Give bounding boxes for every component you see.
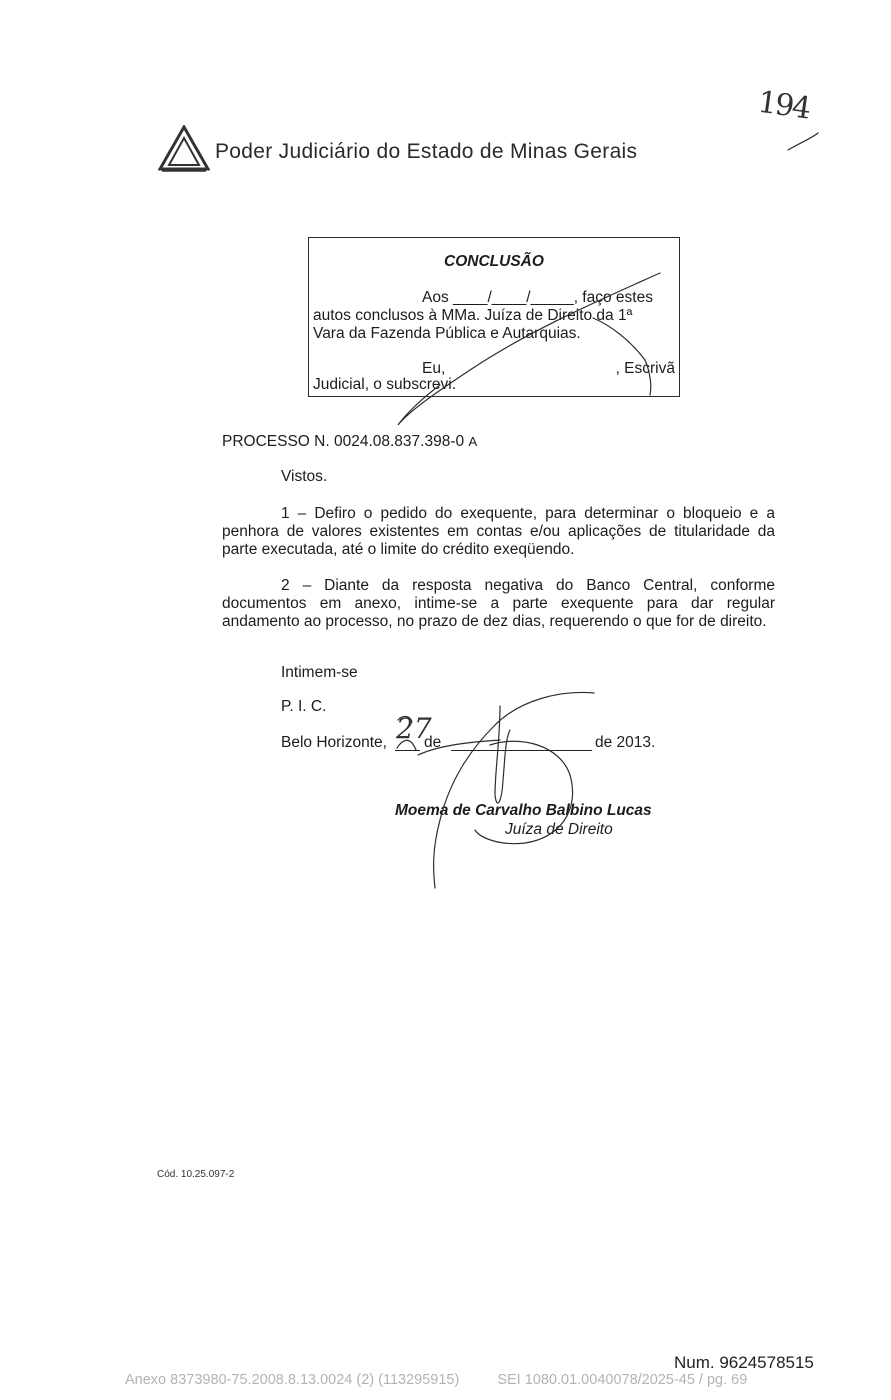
conclusao-line-4-left: Eu,: [422, 360, 446, 377]
footer-stamp: [125, 1372, 781, 1388]
processo-number: [222, 433, 477, 451]
intimem-text: Intimem-se: [281, 664, 358, 681]
date-prefix: Belo Horizonte,: [281, 734, 387, 751]
judge-name: Moema de Carvalho Balbino Lucas: [395, 802, 652, 819]
form-code: Cód. 10.25.097-2: [157, 1169, 235, 1180]
header-title: Poder Judiciário do Estado de Minas Gerais: [215, 140, 638, 163]
processo-suffix: A: [468, 434, 478, 449]
judge-signature: [418, 692, 594, 888]
footer-anexo: Anexo 8373980-75.2008.8.13.0024 (2) (113295915): [125, 1372, 460, 1388]
footer-sei: SEI 1080.01.0040078/2025-45 / pg. 69: [497, 1372, 748, 1388]
conclusao-box: [308, 237, 680, 397]
conclusao-line-5: Judicial, o subscrevi.: [313, 376, 457, 393]
date-suffix: de 2013.: [595, 734, 656, 751]
item-2-paragraph: 2 – Diante da resposta negativa do Banco Central, conforme documentos em anexo, intime-se a parte exequente para dar regular andamento ao processo, no prazo de dez dias, requerendo o que for de direito.: [222, 577, 775, 630]
court-logo-icon: [158, 125, 210, 173]
handwritten-page-number: 194: [755, 84, 812, 127]
vistos-text: Vistos.: [281, 468, 328, 485]
date-month-underline: [451, 750, 592, 751]
document-number: Num. 9624578515: [674, 1353, 814, 1372]
page-number-stroke: [788, 133, 818, 150]
date-day-underline: [395, 750, 420, 751]
conclusao-title: CONCLUSÃO: [444, 253, 544, 270]
conclusao-line-4-right: , Escrivã: [615, 360, 675, 377]
conclusao-line-3: Vara da Fazenda Pública e Autarquias.: [313, 325, 581, 342]
processo-label: PROCESSO N. 0024.08.837.398-0: [222, 433, 465, 450]
conclusao-line-1: Aos ____/____/_____, faço estes: [422, 289, 653, 306]
item-1-paragraph: 1 – Defiro o pedido do exequente, para determinar o bloqueio e a penhora de valores existentes em contas e/ou aplicações de titularidade da parte executada, até o limite do crédito exeqüendo.: [222, 505, 775, 558]
date-de: de: [424, 734, 442, 751]
conclusao-line-2: autos conclusos à MMa. Juíza de Direito da 1ª: [313, 307, 633, 324]
pic-text: P. I. C.: [281, 698, 327, 715]
date-day-handwritten: 27: [396, 712, 432, 745]
judge-role: Juíza de Direito: [505, 821, 613, 838]
